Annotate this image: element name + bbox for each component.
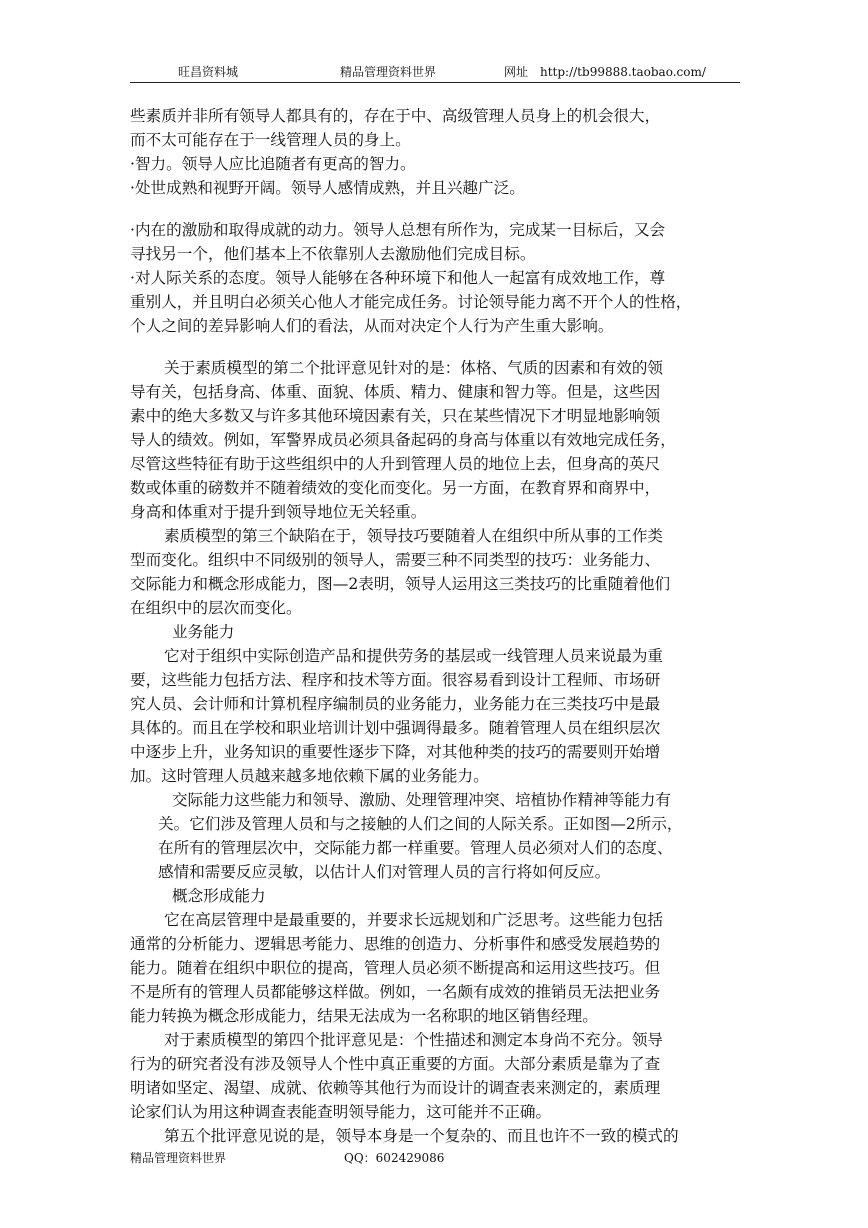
text-line: ·内在的激励和取得成就的动力。领导人总想有所作为，完成某一目标后，又会 bbox=[130, 221, 666, 239]
text-line: 型而变化。组织中不同级别的领导人，需要三种不同类型的技巧：业务能力、 bbox=[130, 551, 661, 569]
text-line: 它对于组织中实际创造产品和提供劳务的基层或一线管理人员来说最为重 bbox=[164, 647, 664, 665]
text-line: ·处世成熟和视野开阔。领导人感情成熟，并且兴趣广泛。 bbox=[130, 179, 525, 197]
text-line: 第五个批评意见说的是，领导本身是一个复杂的、而且也许不一致的模式的 bbox=[164, 1127, 679, 1145]
header-url-label: 网址 bbox=[504, 65, 529, 79]
header-site-name: 旺昌资料城 bbox=[178, 65, 239, 79]
text-line: 在所有的管理层次中，交际能力都一样重要。管理人员必须对人们的态度、 bbox=[158, 839, 673, 857]
text-line: ·智力。领导人应比追随者有更高的智力。 bbox=[130, 155, 416, 173]
text-line: 对于素质模型的第四个批评意见是：个性描述和测定本身尚不充分。领导 bbox=[164, 1031, 664, 1049]
text-line: 个人之间的差异影响人们的看法，从而对决定个人行为产生重大影响。 bbox=[130, 317, 614, 335]
text-line: 导人的绩效。例如，军警界成员必须具备起码的身高与体重以有效地完成任务， bbox=[130, 431, 676, 449]
text-line: 尽管这些特征有助于这些组织中的人升到管理人员的地位上去，但身高的英尺 bbox=[130, 455, 661, 473]
page-header bbox=[130, 64, 740, 83]
text-line: 感情和需要反应灵敏，以估计人们对管理人员的言行将如何反应。 bbox=[158, 863, 611, 881]
text-line: 素中的绝大多数又与许多其他环境因素有关，只在某些情况下才明显地影响领 bbox=[130, 407, 661, 425]
text-line: 论家们认为用这种调查表能查明领导能力，这可能并不正确。 bbox=[130, 1103, 552, 1121]
text-line: 究人员、会计师和计算机程序编制员的业务能力，业务能力在三类技巧中是最 bbox=[130, 695, 661, 713]
text-line: 身高和体重对于提升到领导地位无关轻重。 bbox=[130, 503, 427, 521]
text-line: 能力转换为概念形成能力，结果无法成为一名称职的地区销售经理。 bbox=[130, 1007, 598, 1025]
text-line: 导有关，包括身高、体重、面貌、体质、精力、健康和智力等。但是，这些因 bbox=[130, 383, 661, 401]
text-line: 寻找另一个，他们基本上不依靠别人去激励他们完成目标。 bbox=[130, 245, 536, 263]
header-url[interactable]: http://tb99888.taobao.com/ bbox=[540, 65, 706, 79]
footer-title: 精品管理资料世界 bbox=[130, 1151, 227, 1165]
text-line: 重别人，并且明白必须关心他人才能完成任务。讨论领导能力离不开个人的性格， bbox=[130, 293, 692, 311]
text-line: 交际能力这些能力和领导、激励、处理管理冲突、培植协作精神等能力有 bbox=[172, 791, 672, 809]
text-line: 在组织中的层次而变化。 bbox=[130, 599, 302, 617]
text-line: 它在高层管理中是最重要的，并要求长远规划和广泛思考。这些能力包括 bbox=[164, 911, 664, 929]
text-line: 通常的分析能力、逻辑思考能力、思维的创造力、分析事件和感受发展趋势的 bbox=[130, 935, 661, 953]
text-line: 明诸如坚定、渴望、成就、依赖等其他行为而设计的调查表来测定的，素质理 bbox=[130, 1079, 661, 1097]
text-line: ·对人际关系的态度。领导人能够在各种环境下和他人一起富有成效地工作，尊 bbox=[130, 269, 666, 287]
text-line: 具体的。而且在学校和职业培训计划中强调得最多。随着管理人员在组织层次 bbox=[130, 719, 661, 737]
text-line: 关于素质模型的第二个批评意见针对的是：体格、气质的因素和有效的领 bbox=[164, 359, 664, 377]
header-title: 精品管理资料世界 bbox=[340, 65, 437, 79]
text-line: 交际能力和概念形成能力，图—2表明，领导人运用这三类技巧的比重随着他们 bbox=[130, 575, 671, 593]
text-line: 能力。随着在组织中职位的提高，管理人员必须不断提高和运用这些技巧。但 bbox=[130, 959, 661, 977]
text-line: 加。这时管理人员越来越多地依赖下属的业务能力。 bbox=[130, 767, 489, 785]
section-heading: 业务能力 bbox=[172, 623, 235, 641]
text-line: 中逐步上升，业务知识的重要性逐步下降，对其他种类的技巧的需要则开始增 bbox=[130, 743, 661, 761]
text-line: 要，这些能力包括方法、程序和技术等方面。很容易看到设计工程师、市场研 bbox=[130, 671, 661, 689]
text-line: 数或体重的磅数并不随着绩效的变化而变化。另一方面，在教育界和商界中， bbox=[130, 479, 661, 497]
text-line: 些素质并非所有领导人都具有的，存在于中、高级管理人员身上的机会很大， bbox=[130, 107, 661, 125]
footer-qq: QQ：602429086 bbox=[344, 1151, 445, 1165]
text-line: 不是所有的管理人员都能够这样做。例如，一名颇有成效的推销员无法把业务 bbox=[130, 983, 661, 1001]
text-line: 素质模型的第三个缺陷在于，领导技巧要随着人在组织中所从事的工作类 bbox=[164, 527, 664, 545]
text-line: 行为的研究者没有涉及领导人个性中真正重要的方面。大部分素质是靠为了查 bbox=[130, 1055, 661, 1073]
text-line: 而不太可能存在于一线管理人员的身上。 bbox=[130, 131, 411, 149]
section-heading: 概念形成能力 bbox=[172, 887, 266, 905]
text-line: 关。它们涉及管理人员和与之接触的人们之间的人际关系。正如图—2所示， bbox=[158, 815, 683, 833]
